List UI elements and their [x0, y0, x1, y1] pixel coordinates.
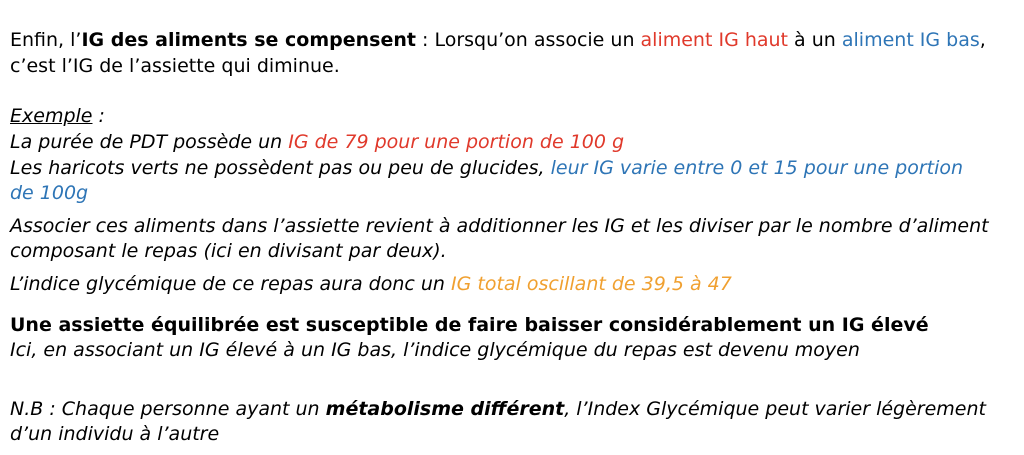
conclusion-italic: Ici, en associant un IG élevé à un IG bas, l’indice glycémique du repas est devenu moyen — [10, 339, 860, 361]
indice-total: IG total oscillant de 39,5 à 47 — [451, 273, 732, 295]
note-prefix: N.B : Chaque personne ayant un — [10, 398, 326, 420]
haricots-prefix: Les haricots verts ne possèdent pas ou peu de glucides, — [10, 157, 551, 179]
intro-mid: : Lorsqu’on associe un — [415, 29, 641, 51]
example-heading-label: Exemple — [10, 105, 93, 127]
indice-prefix: L’indice glycémique de ce repas aura donc un — [10, 273, 452, 295]
intro-prefix: Enfin, l’ — [10, 29, 82, 51]
note-line-2: d’un individu à l’autre — [10, 423, 220, 445]
note-bold: métabolisme différent — [325, 398, 565, 420]
intro-high-ig: aliment IG haut — [640, 29, 789, 51]
example-haricots-line-2: de 100g — [10, 182, 89, 204]
example-heading — [10, 104, 105, 128]
example-heading-suffix: : — [92, 105, 105, 127]
note-line-1 — [10, 397, 986, 421]
intro-mid2: à un — [788, 29, 842, 51]
example-associer-line-2: composant le repas (ici en divisant par deux). — [10, 240, 447, 262]
example-associer-line-1: Associer ces aliments dans l’assiette revient à additionner les IG et les diviser par le nombre d’aliment — [10, 215, 989, 237]
note-suffix: , l’Index Glycémique peut varier légèrement — [564, 398, 986, 420]
intro-line-2: c’est l’IG de l’assiette qui diminue. — [10, 55, 340, 77]
example-indice — [10, 272, 732, 296]
intro-line-1 — [10, 28, 986, 52]
haricots-ig-1: leur IG varie entre 0 et 15 pour une portion — [550, 157, 964, 179]
example-haricots-line-1 — [10, 156, 963, 180]
conclusion-bold: Une assiette équilibrée est susceptible de faire baisser considérablement un IG élevé — [10, 314, 929, 336]
example-puree — [10, 130, 624, 154]
puree-prefix: La purée de PDT possède un — [10, 131, 289, 153]
intro-bold: IG des aliments se compensent — [81, 29, 416, 51]
intro-end: , — [979, 29, 986, 51]
intro-low-ig: aliment IG bas — [841, 29, 980, 51]
puree-ig: IG de 79 pour une portion de 100 g — [288, 131, 625, 153]
